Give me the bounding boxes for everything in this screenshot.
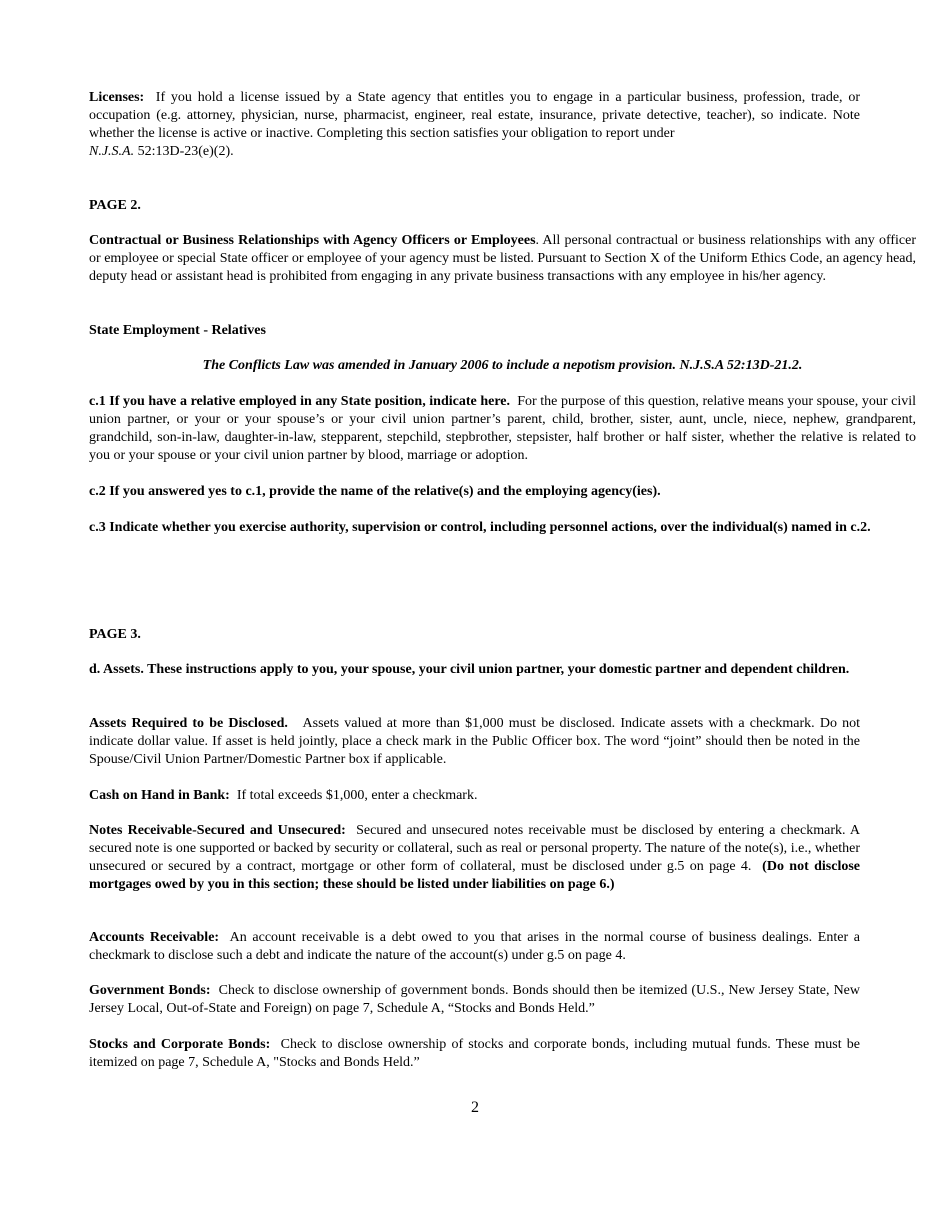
c1-text: For the purpose of this question, relative means your spouse, your civil union partner, or your or your spouse’s or your civil union partner’s parent, child, brother, sister, aunt, uncle, niece, nephew, grandparent, grandchild, son-in-law, daughter-in-law, stepparent, stepchild, stepbrother, stepsister, half brother or half sister, whether the relative is related to you or your spouse or your civil union partner by blood, marriage or adoption. xyxy=(89,394,917,463)
contractual-paragraph xyxy=(89,232,916,286)
page2-heading: PAGE 2. xyxy=(89,198,141,213)
assets-required-heading: Assets Required to be Disclosed. xyxy=(89,716,288,731)
government-bonds-heading: Government Bonds: xyxy=(89,983,211,998)
c1-paragraph xyxy=(89,393,916,465)
licenses-paragraph xyxy=(89,89,860,161)
c2-paragraph: c.2 If you answered yes to c.1, provide the name of the relative(s) and the employing agency(ies). xyxy=(89,484,661,499)
nepotism-note: The Conflicts Law was amended in January 2006 to include a nepotism provision. N.J.S.A 52:13D-21.2. xyxy=(202,358,803,373)
cash-text: If total exceeds $1,000, enter a checkmark. xyxy=(236,788,478,803)
accounts-paragraph xyxy=(89,929,860,965)
page3-heading: PAGE 3. xyxy=(89,627,141,642)
contractual-text: . All personal contractual or business relationships with any officer or employee or special State officer or employee of your agency must be listed. Pursuant to Section X of the Uniform Ethics Code, an agency head, deputy head or assistant head is prohibited from engaging in any private business transactions with any employee in his/her agency. xyxy=(89,233,916,284)
page-number: 2 xyxy=(471,1099,479,1116)
stocks-paragraph xyxy=(89,1036,860,1072)
notes-text: Secured and unsecured notes receivable must be disclosed by entering a checkmark. A secured note is one supported or backed by security or collateral, such as real or personal property. The nature of the note(s), i.e., whether unsecured or secured by a contract, mortgage or other form of collateral, must be disclosed under g.5 on page 4. xyxy=(89,823,860,874)
notes-heading: Notes Receivable-Secured and Unsecured: xyxy=(89,823,346,838)
cash-heading: Cash on Hand in Bank: xyxy=(89,788,230,803)
licenses-statute-rest: 52:13D-23(e)(2). xyxy=(137,144,234,159)
licenses-heading: Licenses: xyxy=(89,90,145,105)
assets-required-text: Assets valued at more than $1,000 must be disclosed. Indicate assets with a checkmark. Do not indicate dollar value. If asset is held jointly, place a check mark in the Public Officer box. The word “joint” should then be noted in the Spouse/Civil Union Partner/Domestic Partner box if applicable. xyxy=(89,716,860,767)
contractual-heading: Contractual or Business Relationships with Agency Officers or Employees xyxy=(89,233,536,248)
government-bonds-text: Check to disclose ownership of government bonds. Bonds should then be itemized (U.S., New Jersey State, New Jersey Local, Out-of-State and Foreign) on page 7, Schedule A, “Stocks and Bonds Held.” xyxy=(89,983,860,1016)
state-employment-heading: State Employment - Relatives xyxy=(89,323,266,338)
assets-required-paragraph xyxy=(89,715,860,769)
stocks-text: Check to disclose ownership of stocks and corporate bonds, including mutual funds. These must be itemized on page 7, Schedule A, "Stocks and Bonds Held.” xyxy=(89,1037,860,1070)
accounts-heading: Accounts Receivable: xyxy=(89,930,220,945)
c1-heading: c.1 If you have a relative employed in any State position, indicate here. xyxy=(89,394,510,409)
government-bonds-paragraph xyxy=(89,982,860,1018)
stocks-heading: Stocks and Corporate Bonds: xyxy=(89,1037,271,1052)
c3-paragraph: c.3 Indicate whether you exercise authority, supervision or control, including personnel actions, over the individual(s) named in c.2. xyxy=(89,520,871,535)
assets-intro: d. Assets. These instructions apply to you, your spouse, your civil union partner, your domestic partner and dependent children. xyxy=(89,662,850,677)
notes-bold-tail: (Do not disclose mortgages owed by you in this section; these should be listed under liabilities on page 6.) xyxy=(89,859,861,892)
notes-paragraph xyxy=(89,822,860,894)
licenses-text: If you hold a license issued by a State agency that entitles you to engage in a particular business, profession, trade, or occupation (e.g. attorney, physician, nurse, pharmacist, engineer, real estate, insurance, private detective, teacher), so indicate. Note whether the license is active or inactive. Completing this section satisfies your obligation to report under xyxy=(89,90,861,141)
accounts-text: An account receivable is a debt owed to you that arises in the normal course of business dealings. Enter a checkmark to disclose such a debt and indicate the nature of the account(s) under g.5 on page 4. xyxy=(89,930,860,963)
cash-paragraph xyxy=(89,787,860,805)
licenses-statute-italic: N.J.S.A. xyxy=(89,144,135,159)
